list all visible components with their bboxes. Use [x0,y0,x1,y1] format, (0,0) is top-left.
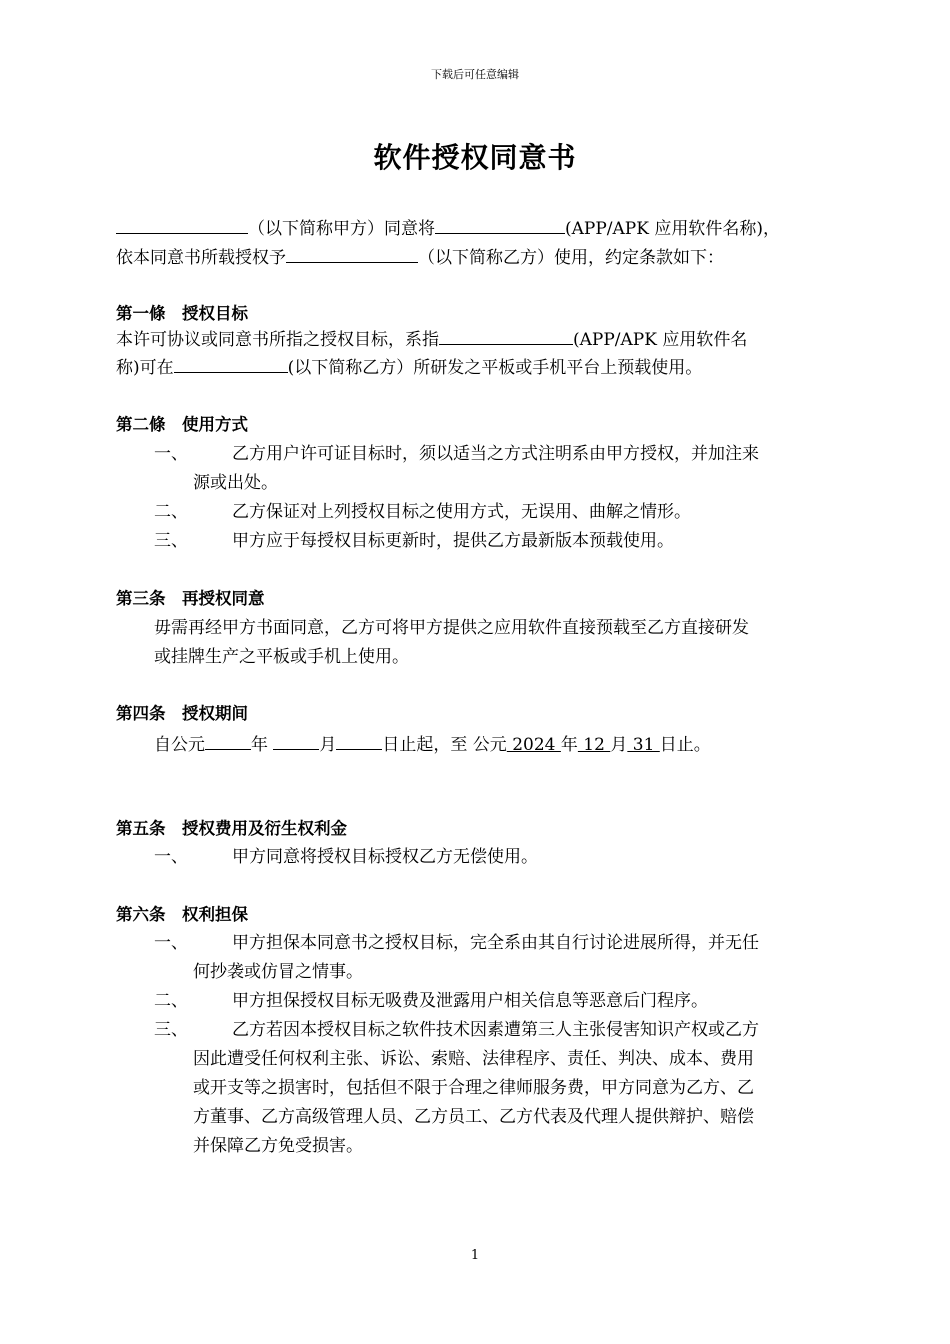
intro-line-1: （以下简称甲方）同意将 (APP/APK 应用软件名称)， [116,216,780,240]
article-4-heading: 第四条 授权期间 [116,704,248,723]
page-number: 1 [470,1248,480,1263]
platform-party-blank[interactable] [174,355,288,373]
end-month: 12 [577,735,611,755]
article-6-heading: 第六条 权利担保 [116,905,248,924]
article-3-line-1: 毋需再经甲方书面同意，乙方可将甲方提供之应用软件直接预载至乙方直接研发 [154,618,749,638]
article-2-item-1-cont: 源或出处。 [193,473,278,493]
end-day: 31 [627,735,660,755]
intro-line-2: 依本同意书所载授权予 （以下简称乙方）使用，约定条款如下： [116,245,724,269]
article-6-item-2: 二、 甲方担保授权目标无吸费及泄露用户相关信息等恶意后门程序。 [154,991,708,1011]
article-3-heading: 第三条 再授权同意 [116,589,265,608]
article-3-line-2: 或挂牌生产之平板或手机上使用。 [154,647,409,667]
article-5-heading: 第五条 授权费用及衍生权利金 [116,819,347,838]
article-2-item-1: 一、 乙方用户许可证目标时，须以适当之方式注明系由甲方授权，并加注来 [154,444,759,464]
article-6-item-3-cont-3: 方董事、乙方高级管理人员、乙方员工、乙方代表及代理人提供辩护、赔偿 [193,1107,754,1127]
article-1-heading: 第一條 授权目标 [116,304,248,323]
page-header: 下载后可任意编辑 [431,68,519,81]
article-2-item-3: 三、 甲方应于每授权目标更新时，提供乙方最新版本预载使用。 [154,531,674,551]
article-6-item-3-cont-2: 或开支等之损害时，包括但不限于合理之律师服务费，甲方同意为乙方、乙 [193,1078,754,1098]
article-1-line-1: 本许可协议或同意书所指之授权目标，系指 (APP/APK 应用软件名 [116,327,747,351]
party-b-blank[interactable] [286,245,418,263]
article-6-item-3-cont-1: 因此遭受任何权利主张、诉讼、索赔、法律程序、责任、判决、成本、费用 [193,1049,754,1069]
article-6-item-3-cont-4: 并保障乙方免受损害。 [193,1136,363,1156]
party-a-blank[interactable] [116,216,248,234]
end-year: 2024 [506,735,561,755]
article-5-item-1: 一、 甲方同意将授权目标授权乙方无偿使用。 [154,847,538,867]
article-6-item-3: 三、 乙方若因本授权目标之软件技术因素遭第三人主张侵害知识产权或乙方 [154,1020,759,1040]
article-2-item-2: 二、 乙方保证对上列授权目标之使用方式，无误用、曲解之情形。 [154,502,691,522]
start-year-blank[interactable] [205,732,251,750]
article-2-heading: 第二條 使用方式 [116,415,248,434]
start-day-blank[interactable] [336,732,382,750]
article-1-line-2: 称)可在 (以下简称乙方）所研发之平板或手机平台上预载使用。 [116,355,702,379]
article-6-item-1: 一、 甲方担保本同意书之授权目标，完全系由其自行讨论进展所得，并无任 [154,933,759,953]
app-name-blank[interactable] [435,216,565,234]
start-month-blank[interactable] [273,732,319,750]
article-4-period-line: 自公元 年 月 日止起，至 公元 2024 年 12 月 31 日止。 [154,732,711,756]
target-app-blank[interactable] [439,327,573,345]
document-title: 软件授权同意书 [373,141,577,174]
article-6-item-1-cont: 何抄袭或仿冒之情事。 [193,962,363,982]
